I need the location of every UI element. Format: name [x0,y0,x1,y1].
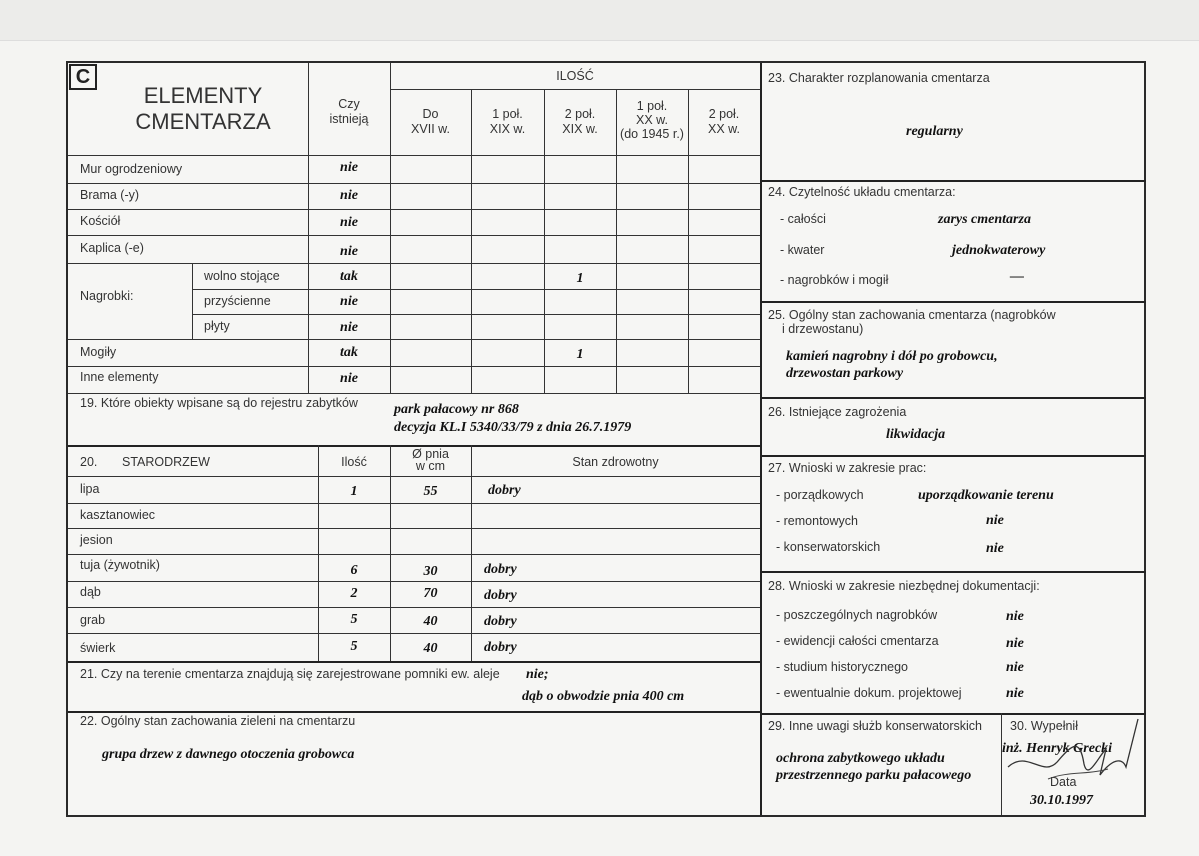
divider [68,476,760,477]
header-line: 2 poł. [708,107,740,121]
header-line: XX w. [708,122,740,136]
element-label: wolno stojące [204,269,280,283]
q28-row-label: - poszczególnych nagrobków [776,608,938,622]
trees-count-header: Ilość [341,455,367,469]
tree-name: lipa [80,482,100,496]
q25-answer-line1: kamień nagrobny i dół po grobowcu, [786,349,998,364]
q27-row-answer: nie [986,541,1004,556]
q24-row-label: - kwater [780,243,825,257]
element-exists-value: nie [340,215,358,230]
header-line: (do 1945 r.) [620,127,684,141]
divider [760,571,1146,573]
element-label: przyścienne [204,294,271,308]
tree-health: dobry [484,640,517,655]
divider [192,314,760,315]
divider [760,455,1146,457]
header-line: Do [422,107,439,121]
divider [68,554,760,555]
divider [68,581,760,582]
q28-row-answer: nie [1006,660,1024,675]
element-exists-value: nie [340,294,358,309]
q24-label: 24. Czytelność układu cmentarza: [768,185,956,199]
header-line: XX w. [636,113,668,127]
divider [68,183,760,184]
element-quantity-value: 1 [576,271,584,286]
q23-label: 23. Charakter rozplanowania cmentarza [768,71,990,85]
element-label: Mur ogrodzeniowy [80,162,183,176]
form-title [98,83,308,135]
q19-label: 19. Które obiekty wpisane są do rejestru zabytków [80,396,358,410]
q27-row-answer: nie [986,513,1004,528]
q29-label: 29. Inne uwagi służb konserwatorskich [768,719,983,733]
tree-diameter: 70 [423,586,438,601]
divider [318,445,319,661]
q27-row-label: - porządkowych [776,488,864,502]
element-label: Kaplica (-e) [80,241,144,255]
header-line: XIX w. [489,122,526,136]
q19-answer-line2: decyzja KL.I 5340/33/79 z dnia 26.7.1979 [394,420,632,435]
page-top-edge [0,0,1199,41]
tree-diameter: 40 [423,641,438,656]
trees-num: 20. [80,455,98,469]
signature-scribble [988,709,1146,789]
header-line: XIX w. [562,122,598,136]
element-label: płyty [204,319,230,333]
header-line: 1 poł. [492,107,523,121]
element-label: Mogiły [80,345,117,359]
cemetery-elements-form [66,61,1146,817]
header-line: 2 poł. [564,107,596,121]
divider [68,503,760,504]
q24-row-answer: zarys cmentarza [938,212,1031,227]
tree-name: grab [80,613,106,627]
tree-count: 6 [350,563,358,578]
divider [390,89,760,90]
tree-count: 2 [350,586,358,601]
divider [68,339,760,340]
divider [68,366,760,367]
trees-diameter-header [390,448,471,472]
q24-row-answer: jednokwaterowy [952,243,1046,258]
element-quantity-value: 1 [576,347,584,362]
q19-answer-line1: park pałacowy nr 868 [394,402,519,417]
tree-count: 5 [350,612,358,627]
title-line: CMENTARZA [135,109,271,134]
header-line: Ø pnia [412,447,449,461]
q26-answer: likwidacja [886,427,946,442]
period-header [616,99,688,141]
element-exists-value: nie [340,320,358,335]
tree-health: dobry [484,562,517,577]
title-line: ELEMENTY [143,83,263,108]
divider [68,633,760,634]
q30-date-label: Data [1050,775,1077,789]
element-label: Kościół [80,214,121,228]
divider [760,301,1146,303]
q24-row-answer: — [1010,269,1024,284]
q22-label: 22. Ogólny stan zachowania zieleni na cmentarzu [80,714,356,728]
period-header [390,107,471,137]
q21-answer-line2: dąb o obwodzie pnia 400 cm [522,689,685,704]
q28-row-label: - ewentualnie dokum. projektowej [776,686,962,700]
divider [68,607,760,608]
divider [471,445,472,661]
section-letter-box: C [69,64,97,90]
header-line: XVII w. [411,122,450,136]
divider [68,528,760,529]
q28-row-label: - studium historycznego [776,660,909,674]
q25-label-line1: 25. Ogólny stan zachowania cmentarza (nagrobków [768,308,1056,322]
tree-diameter: 40 [423,614,438,629]
tree-name: kasztanowiec [80,508,156,522]
q30-name: inż. Henryk Grecki [1002,741,1113,756]
q29-answer-line1: ochrona zabytkowego układu [776,751,945,766]
divider [68,263,760,264]
divider [68,209,760,210]
q28-row-label: - ewidencji całości cmentarza [776,634,939,648]
q22-answer: grupa drzew z dawnego otoczenia grobowca [102,747,355,762]
q24-row-label: - nagrobków i mogił [780,273,889,287]
q30-date: 30.10.1997 [1030,793,1093,808]
element-exists-value: nie [340,160,358,175]
q27-row-label: - konserwatorskich [776,540,881,554]
period-header [688,107,760,137]
q28-row-answer: nie [1006,636,1024,651]
q27-row-answer: uporządkowanie terenu [918,488,1054,503]
divider [760,63,762,815]
element-exists-value: nie [340,371,358,386]
exists-column-header [308,97,390,127]
q27-row-label: - remontowych [776,514,858,528]
tree-count: 1 [350,484,358,499]
tree-health: dobry [488,483,521,498]
element-label: Inne elementy [80,370,159,384]
quantity-header: ILOŚĆ [556,69,594,83]
divider [68,235,760,236]
trees-title: STARODRZEW [122,455,210,469]
q25-label-line2: i drzewostanu) [782,322,864,336]
q25-answer-line2: drzewostan parkowy [786,366,904,381]
period-header [544,107,616,137]
header-line: Czy [338,97,360,111]
divider [68,661,760,663]
tree-count: 5 [350,639,358,654]
q28-row-answer: nie [1006,686,1024,701]
element-exists-value: tak [340,269,358,284]
tree-name: dąb [80,585,101,599]
tree-health: dobry [484,588,517,603]
tree-health: dobry [484,614,517,629]
tree-name: jesion [80,533,113,547]
header-line: istnieją [329,112,369,126]
nagrobki-label: Nagrobki: [80,289,134,303]
divider [68,393,760,394]
tree-diameter: 30 [423,564,438,579]
tree-name: świerk [80,641,116,655]
tree-diameter: 55 [423,484,438,499]
q27-label: 27. Wnioski w zakresie prac: [768,461,927,475]
q21-answer-line1: nie; [526,667,549,682]
q21-label: 21. Czy na terenie cmentarza znajdują się zarejestrowane pomniki ew. aleje [80,667,500,681]
q28-row-answer: nie [1006,609,1024,624]
tree-name: tuja (żywotnik) [80,558,160,572]
header-line: 1 poł. [636,99,668,113]
q26-label: 26. Istniejące zagrożenia [768,405,907,419]
element-exists-value: nie [340,188,358,203]
element-exists-value: tak [340,345,358,360]
header-line: w cm [415,459,446,473]
q23-answer: regularny [906,124,963,139]
divider [68,711,760,713]
q29-answer-line2: przestrzennego parku pałacowego [776,768,972,783]
divider [68,155,760,156]
q28-label: 28. Wnioski w zakresie niezbędnej dokumentacji: [768,579,1040,593]
trees-health-header: Stan zdrowotny [572,455,659,469]
element-label: Brama (-y) [80,188,140,202]
q30-label: 30. Wypełnił [1010,719,1078,733]
divider [192,289,760,290]
divider [760,397,1146,399]
element-exists-value: nie [340,244,358,259]
q24-row-label: - całości [780,212,826,226]
divider [760,180,1146,182]
divider [192,263,193,339]
period-header [471,107,544,137]
